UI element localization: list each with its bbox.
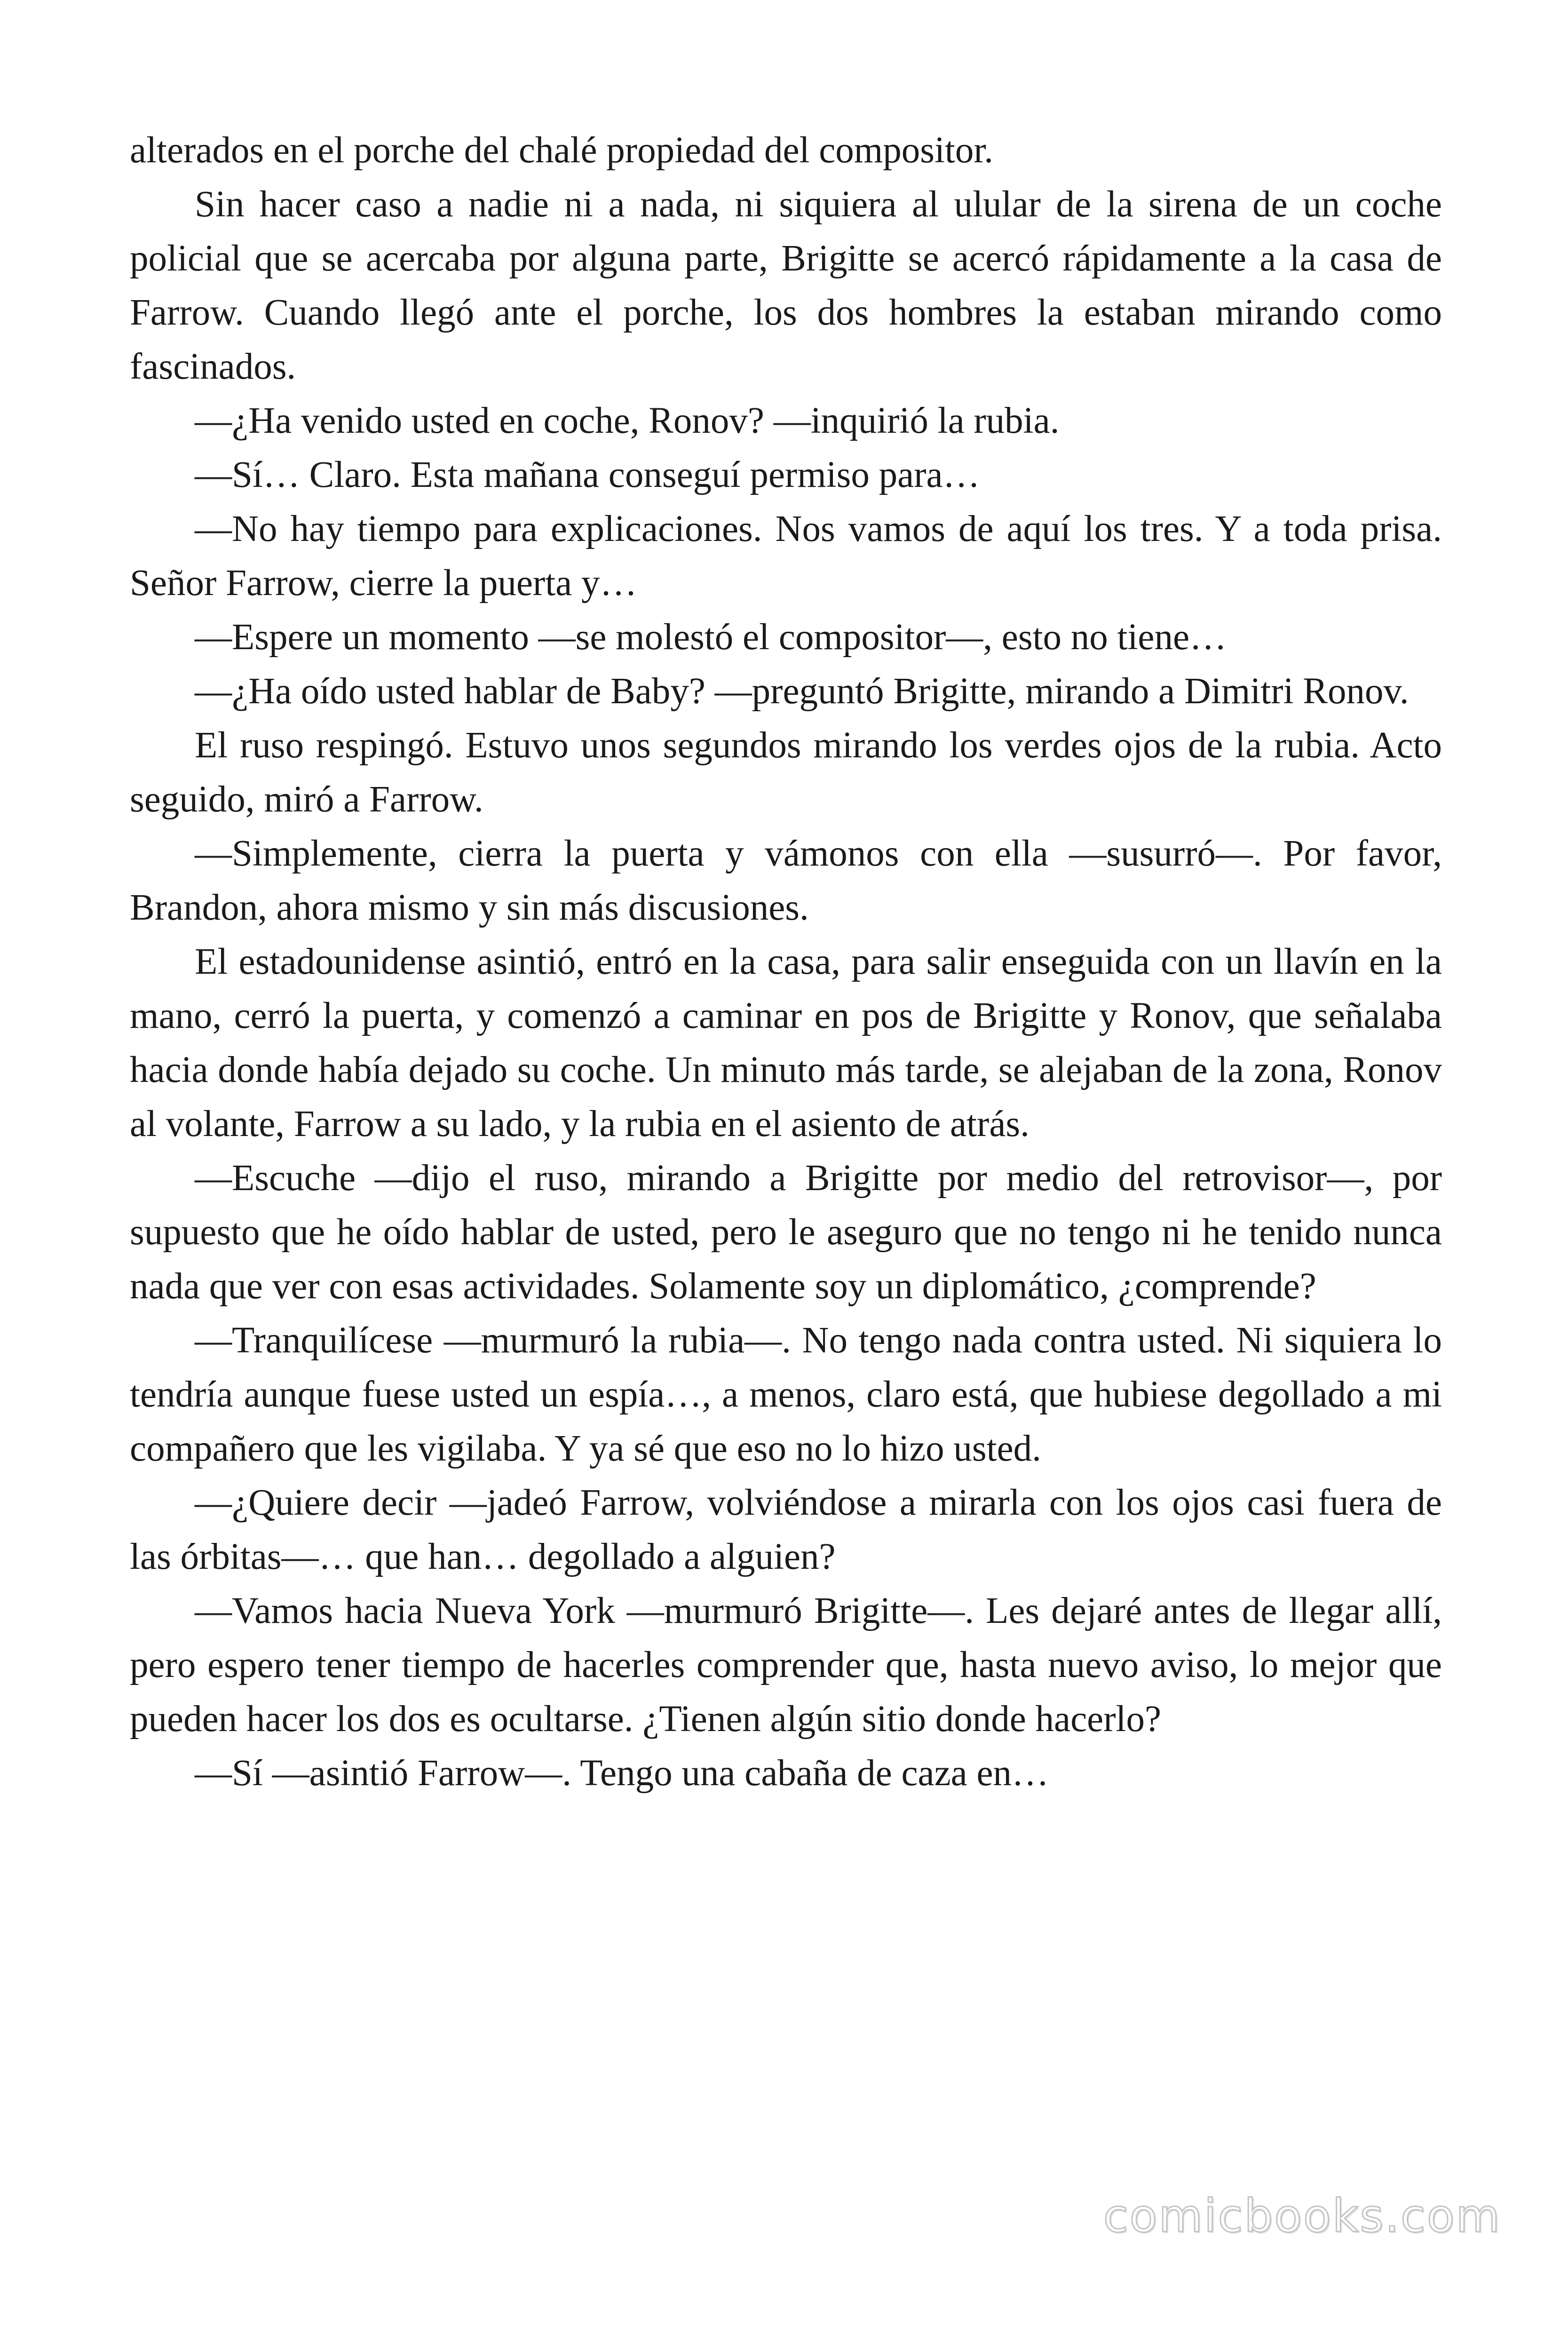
dialogue-line: —No hay tiempo para explicaciones. Nos vamos de aquí los tres. Y a toda prisa. Señor Farrow, cierre la puerta y…	[130, 509, 1442, 604]
paragraph: El ruso respingó. Estuvo unos segundos mirando los verdes ojos de la rubia. Acto seguido, miró a Farrow.	[130, 725, 1442, 820]
dialogue-line: —Escuche —dijo el ruso, mirando a Brigitte por medio del retrovisor—, por supuesto que he oído hablar de usted, pero le aseguro que no tengo ni he tenido nunca nada que ver con esas actividades. Solamente soy un diplomático, ¿comprende?	[130, 1158, 1442, 1307]
dialogue-line: —¿Ha oído usted hablar de Baby? —preguntó Brigitte, mirando a Dimitri Ronov.	[195, 671, 1409, 712]
book-page-text	[130, 123, 1442, 1800]
dialogue-line: —Simplemente, cierra la puerta y vámonos con ella —susurró—. Por favor, Brandon, ahora mismo y sin más discusiones.	[130, 833, 1442, 928]
dialogue-line: —Tranquilícese —murmuró la rubia—. No tengo nada contra usted. Ni siquiera lo tendría aunque fuese usted un espía…, a menos, claro está, que hubiese degollado a mi compañero que les vigilaba. Y ya sé que eso no lo hizo usted.	[130, 1320, 1442, 1469]
dialogue-line: —Sí… Claro. Esta mañana conseguí permiso para…	[195, 454, 980, 495]
dialogue-line: —¿Quiere decir —jadeó Farrow, volviéndose a mirarla con los ojos casi fuera de las órbitas—… que han… degollado a alguien?	[130, 1482, 1442, 1577]
dialogue-line: —¿Ha venido usted en coche, Ronov? —inquirió la rubia.	[195, 400, 1060, 441]
paragraph: Sin hacer caso a nadie ni a nada, ni siquiera al ulular de la sirena de un coche policial que se acercaba por alguna parte, Brigitte se acercó rápidamente a la casa de Farrow. Cuando llegó ante el porche, los dos hombres la estaban mirando como fascinados.	[130, 184, 1442, 387]
dialogue-line: —Vamos hacia Nueva York —murmuró Brigitte—. Les dejaré antes de llegar allí, pero espero tener tiempo de hacerles comprender que, hasta nuevo aviso, lo mejor que pueden hacer los dos es ocultarse. ¿Tienen algún sitio donde hacerlo?	[130, 1590, 1442, 1740]
dialogue-line: —Sí —asintió Farrow—. Tengo una cabaña de caza en…	[195, 1753, 1049, 1794]
paragraph-continuation: alterados en el porche del chalé propiedad del compositor.	[130, 130, 994, 171]
watermark: comicbooks.com	[1103, 2190, 1501, 2242]
paragraph: El estadounidense asintió, entró en la casa, para salir enseguida con un llavín en la mano, cerró la puerta, y comenzó a caminar en pos de Brigitte y Ronov, que señalaba hacia donde había dejado su coche. Un minuto más tarde, se alejaban de la zona, Ronov al volante, Farrow a su lado, y la rubia en el asiento de atrás.	[130, 941, 1442, 1144]
dialogue-line: —Espere un momento —se molestó el compositor—, esto no tiene…	[195, 617, 1227, 658]
